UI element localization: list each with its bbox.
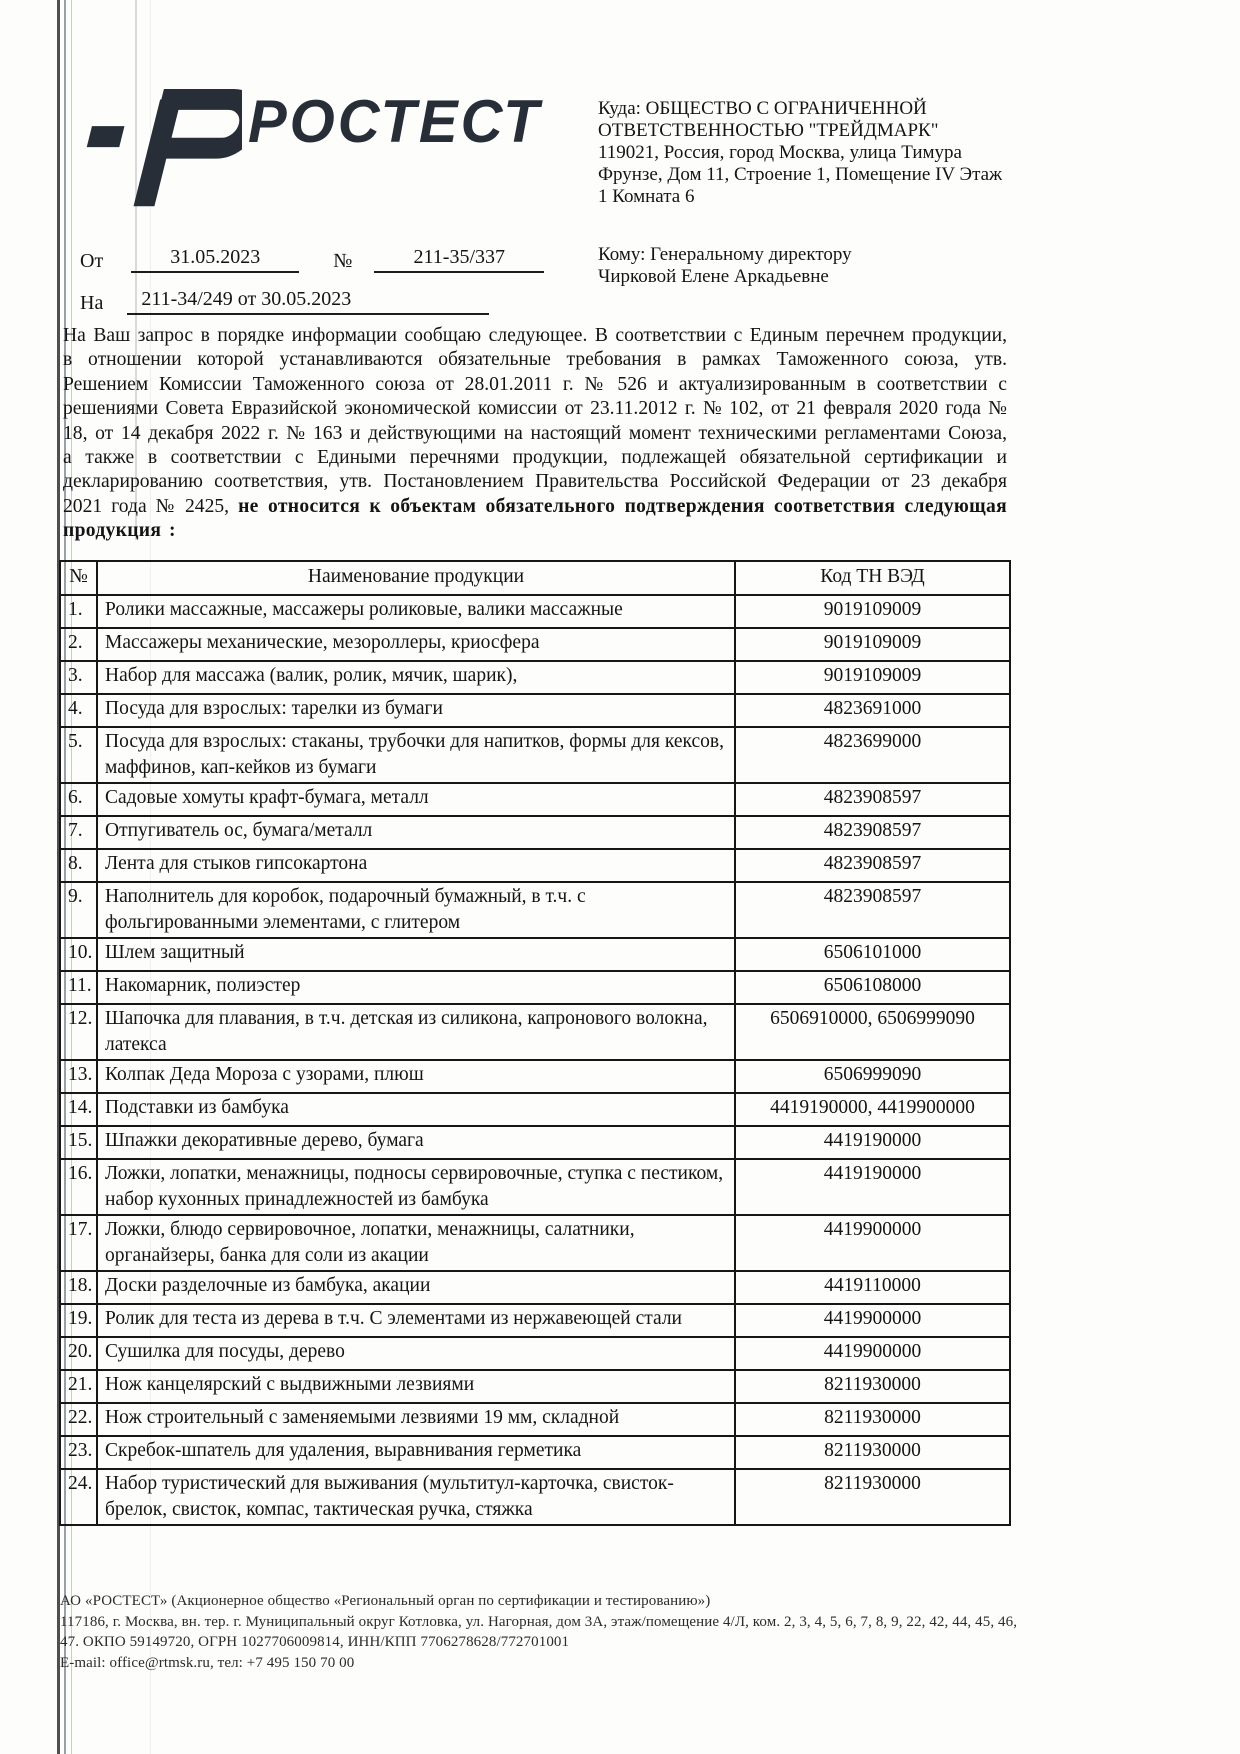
- tnved-code-cell: 6506108000: [735, 971, 1010, 1004]
- tnved-code-cell: 9019109009: [735, 628, 1010, 661]
- table-row: [60, 1093, 1010, 1126]
- table-row: [60, 1159, 1010, 1215]
- product-name-cell: Массажеры механические, мезороллеры, криосфера: [97, 628, 735, 661]
- row-number-cell: 19.: [60, 1304, 97, 1337]
- tnved-code-cell: 8211930000: [735, 1469, 1010, 1525]
- recipient-address-line: Куда: ОБЩЕСТВО С ОГРАНИЧЕННОЙ: [598, 98, 927, 119]
- product-name-cell: Лента для стыков гипсокартона: [97, 849, 735, 882]
- product-name-cell: Нож строительный с заменяемыми лезвиями 19 мм, складной: [97, 1403, 735, 1436]
- tnved-code-cell: 8211930000: [735, 1403, 1010, 1436]
- recipient-address-line: 1 Комната 6: [598, 186, 695, 207]
- table-header-product-name: Наименование продукции: [97, 561, 735, 595]
- row-number-cell: 20.: [60, 1337, 97, 1370]
- table-row: [60, 1271, 1010, 1304]
- product-name-cell: Ролик для теста из дерева в т.ч. С элементами из нержавеющей стали: [97, 1304, 735, 1337]
- from-label: От: [80, 250, 104, 272]
- row-number-cell: 18.: [60, 1271, 97, 1304]
- tnved-code-cell: 4419900000: [735, 1304, 1010, 1337]
- tnved-code-cell: 4419110000: [735, 1271, 1010, 1304]
- letterhead-footer: [60, 1591, 1200, 1673]
- footer-line: E-mail: office@rtmsk.ru, тел: +7 495 150 70 00: [60, 1654, 355, 1671]
- product-name-cell: Ложки, блюдо сервировочное, лопатки, менажницы, салатники, органайзеры, банка для соли из акации: [97, 1215, 735, 1271]
- incoming-reference-value: 211-34/249 от 30.05.2023: [127, 288, 489, 315]
- tnved-code-cell: 6506101000: [735, 938, 1010, 971]
- row-number-cell: 12.: [60, 1004, 97, 1060]
- row-number-cell: 4.: [60, 694, 97, 727]
- product-name-cell: Нож канцелярский с выдвижными лезвиями: [97, 1370, 735, 1403]
- table-row: [60, 1469, 1010, 1525]
- row-number-cell: 5.: [60, 727, 97, 783]
- product-name-cell: Посуда для взрослых: стаканы, трубочки для напитков, формы для кексов, маффинов, кап-кейков из бумаги: [97, 727, 735, 783]
- recipient-address: [598, 98, 1048, 208]
- recipient-address-line: ОТВЕТСТВЕННОСТЬЮ "ТРЕЙДМАРК": [598, 120, 939, 141]
- table-row: [60, 882, 1010, 938]
- row-number-cell: 16.: [60, 1159, 97, 1215]
- body-paragraph-bold-text: не относится к объектам обязательного подтверждения соответствия следующая продукция :: [63, 495, 1007, 542]
- table-row: [60, 661, 1010, 694]
- row-number-cell: 2.: [60, 628, 97, 661]
- product-name-cell: Садовые хомуты крафт-бумага, металл: [97, 783, 735, 816]
- product-name-cell: Ролики массажные, массажеры роликовые, валики массажные: [97, 595, 735, 628]
- row-number-cell: 21.: [60, 1370, 97, 1403]
- tnved-code-cell: 4419190000: [735, 1126, 1010, 1159]
- recipient-person-line: Чирковой Елене Аркадьевне: [598, 266, 829, 287]
- product-name-cell: Сушилка для посуды, дерево: [97, 1337, 735, 1370]
- row-number-cell: 1.: [60, 595, 97, 628]
- row-number-cell: 8.: [60, 849, 97, 882]
- table-row: [60, 971, 1010, 1004]
- row-number-cell: 7.: [60, 816, 97, 849]
- recipient-address-line: Фрунзе, Дом 11, Строение 1, Помещение IV Этаж: [598, 164, 1003, 185]
- footer-line: АО «РОСТЕСТ» (Акционерное общество «Региональный орган по сертификации и тестированию»): [60, 1593, 711, 1609]
- table-row: [60, 1370, 1010, 1403]
- row-number-cell: 10.: [60, 938, 97, 971]
- product-name-cell: Наполнитель для коробок, подарочный бумажный, в т.ч. с фольгированными элементами, с глитером: [97, 882, 735, 938]
- row-number-cell: 6.: [60, 783, 97, 816]
- reply-to-label: На: [80, 292, 104, 314]
- product-name-cell: Ложки, лопатки, менажницы, подносы сервировочные, ступка с пестиком, набор кухонных принадлежностей из бамбука: [97, 1159, 735, 1215]
- recipient-person-line: Кому: Генеральному директору: [598, 244, 852, 265]
- table-row: [60, 1126, 1010, 1159]
- tnved-code-cell: 9019109009: [735, 661, 1010, 694]
- tnved-code-cell: 4419190000: [735, 1159, 1010, 1215]
- tnved-code-cell: 8211930000: [735, 1436, 1010, 1469]
- body-paragraph-text: На Ваш запрос в порядке информации сообщаю следующее. В соответствии с Единым перечнем продукции, в отношении которой устанавливаются обязательные требования в рамках Таможенного союза, утв. Решением Комиссии Таможенного союза от 28.01.2011 г. № 526 и актуализированным в соответствии с решениями Совета Евразийской экономической комиссии от 23.11.2012 г. № 102, от 21 февраля 2020 года № 18, от 14 декабря 2022 г. № 163 и действующими на настоящий момент техническими регламентами Союза, а также в соответствии с Едиными перечнями продукции, подлежащей обязательной сертификации и декларированию соответствия, утв. Постановлением Правительства Российской Федерации от 23 декабря 2021 года № 2425,: [63, 325, 1007, 517]
- table-row: [60, 1215, 1010, 1271]
- product-name-cell: Набор туристический для выживания (мультитул-карточка, свисток-брелок, свисток, компас, тактическая ручка, стяжка: [97, 1469, 735, 1525]
- tnved-code-cell: 9019109009: [735, 595, 1010, 628]
- table-row: [60, 1436, 1010, 1469]
- footer-line: 47. ОКПО 59149720, ОГРН 1027706009814, ИНН/КПП 7706278628/772701001: [60, 1634, 570, 1650]
- row-number-cell: 13.: [60, 1060, 97, 1093]
- product-name-cell: Шпажки декоративные дерево, бумага: [97, 1126, 735, 1159]
- table-row: [60, 816, 1010, 849]
- tnved-code-cell: 4419190000, 4419900000: [735, 1093, 1010, 1126]
- row-number-cell: 3.: [60, 661, 97, 694]
- outgoing-number-value: 211-35/337: [374, 246, 544, 273]
- body-paragraph: [63, 324, 1007, 544]
- table-row: [60, 938, 1010, 971]
- table-row: [60, 1304, 1010, 1337]
- table-row: [60, 1060, 1010, 1093]
- table-row: [60, 1337, 1010, 1370]
- table-row: [60, 727, 1010, 783]
- tnved-code-cell: 4823908597: [735, 849, 1010, 882]
- table-row: [60, 694, 1010, 727]
- row-number-cell: 23.: [60, 1436, 97, 1469]
- row-number-cell: 14.: [60, 1093, 97, 1126]
- rostest-logo-icon: [62, 68, 242, 223]
- outgoing-date-value: 31.05.2023: [131, 246, 299, 273]
- product-name-cell: Шлем защитный: [97, 938, 735, 971]
- tnved-code-cell: 4419900000: [735, 1337, 1010, 1370]
- table-header-tnved-code: Код ТН ВЭД: [735, 561, 1010, 595]
- row-number-cell: 11.: [60, 971, 97, 1004]
- reference-line-outgoing: [80, 246, 680, 273]
- product-name-cell: Набор для массажа (валик, ролик, мячик, шарик),: [97, 661, 735, 694]
- tnved-code-cell: 4823908597: [735, 816, 1010, 849]
- tnved-code-cell: 4823699000: [735, 727, 1010, 783]
- table-row: [60, 628, 1010, 661]
- tnved-code-cell: 4419900000: [735, 1215, 1010, 1271]
- tnved-code-cell: 4823691000: [735, 694, 1010, 727]
- product-name-cell: Скребок-шпатель для удаления, выравнивания герметика: [97, 1436, 735, 1469]
- row-number-cell: 22.: [60, 1403, 97, 1436]
- tnved-code-cell: 8211930000: [735, 1370, 1010, 1403]
- product-name-cell: Доски разделочные из бамбука, акации: [97, 1271, 735, 1304]
- table-row: [60, 1403, 1010, 1436]
- product-name-cell: Колпак Деда Мороза с узорами, плюш: [97, 1060, 735, 1093]
- tnved-code-cell: 6506999090: [735, 1060, 1010, 1093]
- tnved-code-cell: 6506910000, 6506999090: [735, 1004, 1010, 1060]
- table-header-number: №: [60, 561, 97, 595]
- row-number-cell: 24.: [60, 1469, 97, 1525]
- tnved-code-cell: 4823908597: [735, 882, 1010, 938]
- recipient-person: [598, 244, 1048, 288]
- rostest-logo-wordmark: РОСТЕСТ: [248, 87, 542, 156]
- product-name-cell: Накомарник, полиэстер: [97, 971, 735, 1004]
- tnved-code-cell: 4823908597: [735, 783, 1010, 816]
- recipient-block: [598, 98, 1048, 288]
- row-number-cell: 15.: [60, 1126, 97, 1159]
- footer-line: 117186, г. Москва, вн. тер. г. Муниципальный округ Котловка, ул. Нагорная, дом 3А, этаж/помещение 4/Л, ком. 2, 3, 4, 5, 6, 7, 8, 9, 22, 42, 44, 45, 46,: [60, 1613, 1018, 1630]
- products-table: [59, 560, 1011, 1526]
- recipient-address-line: 119021, Россия, город Москва, улица Тимура: [598, 142, 962, 163]
- product-name-cell: Отпугиватель ос, бумага/металл: [97, 816, 735, 849]
- table-header-row: [60, 561, 1010, 595]
- row-number-cell: 9.: [60, 882, 97, 938]
- table-row: [60, 595, 1010, 628]
- product-name-cell: Посуда для взрослых: тарелки из бумаги: [97, 694, 735, 727]
- table-row: [60, 783, 1010, 816]
- table-row: [60, 849, 1010, 882]
- product-name-cell: Подставки из бамбука: [97, 1093, 735, 1126]
- row-number-cell: 17.: [60, 1215, 97, 1271]
- table-row: [60, 1004, 1010, 1060]
- product-name-cell: Шапочка для плавания, в т.ч. детская из силикона, капронового волокна, латекса: [97, 1004, 735, 1060]
- number-label: №: [333, 250, 353, 272]
- reference-line-incoming: [80, 288, 680, 315]
